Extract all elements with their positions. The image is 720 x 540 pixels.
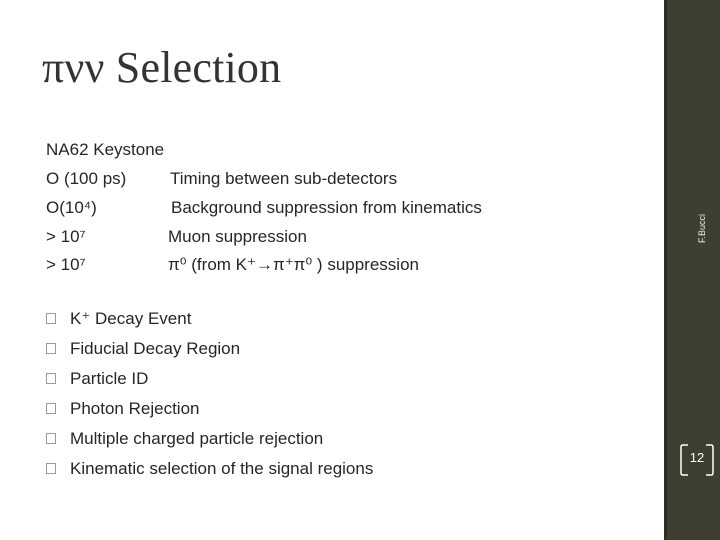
- bullet-icon: [46, 343, 56, 354]
- keystone-value: > 10⁷: [46, 255, 86, 274]
- list-item: [46, 338, 373, 368]
- keystone-description: Background suppression from kinematics: [171, 198, 482, 217]
- keystone-row: [46, 198, 606, 220]
- author-label: F.Bucci: [697, 213, 707, 243]
- list-item: [46, 398, 373, 428]
- list-item-text: Fiducial Decay Region: [70, 339, 241, 358]
- keystone-value: O(10⁴): [46, 198, 97, 217]
- list-item: [46, 428, 373, 458]
- bullet-icon: [46, 373, 56, 384]
- keystone-description: π⁰ (from K⁺→π⁺π⁰ ) suppression: [168, 255, 419, 274]
- list-item: [46, 458, 373, 488]
- bullet-icon: [46, 313, 56, 324]
- keystone-heading: NA62 Keystone: [46, 140, 165, 159]
- keystone-row: [46, 227, 606, 249]
- list-item: [46, 368, 373, 398]
- bullet-icon: [46, 463, 56, 474]
- keystone-description: Timing between sub-detectors: [170, 169, 398, 188]
- keystone-value: O (100 ps): [46, 169, 127, 188]
- list-item-text: Photon Rejection: [70, 399, 200, 418]
- list-item: [46, 308, 373, 338]
- list-item-text: Multiple charged particle rejection: [70, 429, 324, 448]
- keystone-value: > 10⁷: [46, 227, 86, 246]
- bullet-list: [46, 308, 373, 488]
- bullet-icon: [46, 403, 56, 414]
- slide-title: πνν Selection: [42, 43, 282, 92]
- keystone-description: Muon suppression: [168, 227, 307, 246]
- bullet-icon: [46, 433, 56, 444]
- page-number: 12: [689, 450, 705, 465]
- list-item-text: K⁺ Decay Event: [70, 309, 192, 328]
- list-item-text: Kinematic selection of the signal regions: [70, 459, 374, 478]
- keystone-row: [46, 255, 606, 277]
- keystone-row: [46, 169, 606, 191]
- page-number-box: [679, 444, 715, 476]
- list-item-text: Particle ID: [70, 369, 149, 388]
